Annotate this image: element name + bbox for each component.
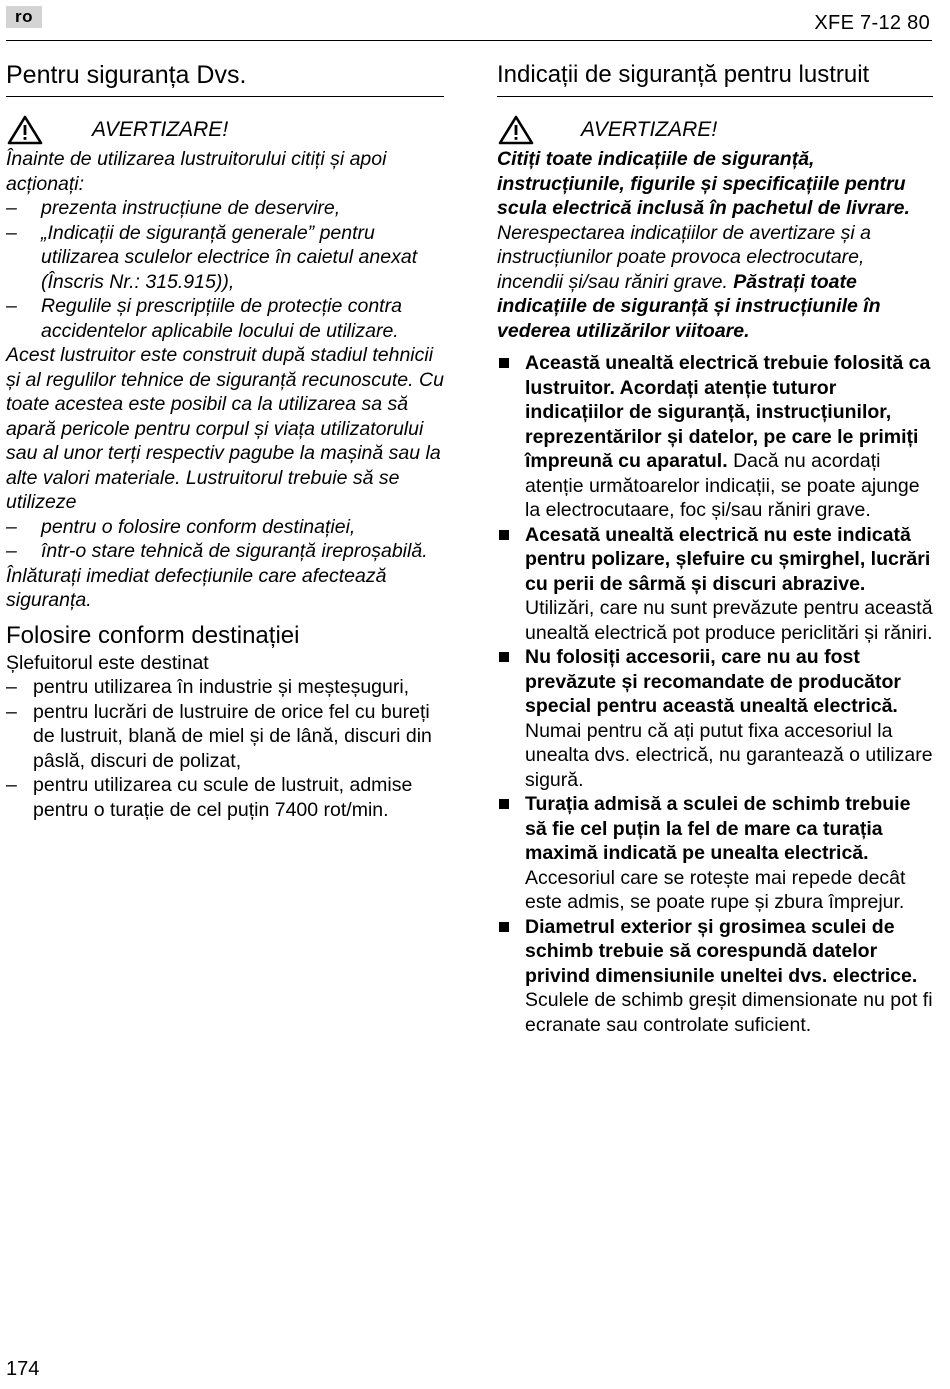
bullet-text: Dacă nu acordați atenție următoarelor indicații, se poate ajunge la electrocutaare, foc și/sau răniri grave. — [525, 450, 920, 521]
right-column — [497, 60, 933, 1037]
bullet-text: Accesoriul care se rotește mai repede decât este admis, se poate rupe și zbura împrejur. — [525, 866, 906, 913]
list-item: – prezenta instrucțiune de deservire, — [6, 196, 444, 221]
warning-row — [6, 113, 444, 147]
paragraph: Înlăturați imediat defecțiunile care afectează siguranța. — [6, 564, 387, 611]
bullet-item — [497, 915, 933, 1038]
intended-use-list — [6, 675, 444, 822]
warning-label: AVERTIZARE! — [92, 118, 229, 141]
list-item: – pentru o folosire conform destinației, — [6, 515, 444, 540]
section-title-intended-use: Folosire conform destinației — [6, 621, 300, 649]
square-bullet-icon — [499, 922, 509, 932]
list-item: – pentru utilizarea cu scule de lustruit, admise pentru o turație de cel puțin 7400 rot/min. — [6, 773, 444, 822]
warning-row — [497, 113, 933, 147]
bullet-item — [497, 523, 933, 646]
bullet-item — [497, 351, 933, 523]
left-column — [6, 60, 444, 822]
title-rule — [497, 96, 933, 97]
intro-bold: Citiți toate indicațiile de siguranță, instrucțiunile, figurile și specificațiile pentru scula electrică inclusă în pachetul de livrare. — [497, 148, 910, 219]
header-rule — [6, 40, 932, 41]
bullet-item — [497, 792, 933, 915]
warning-intro — [497, 147, 933, 343]
section-title-polishing-safety: Indicații de siguranță pentru lustruit — [497, 61, 870, 88]
bullet-bold: Nu folosiți accesorii, care nu au fost prevăzute și recomandate de producător special pentru această unealtă electrică. — [525, 646, 902, 717]
bullet-bold: Diametrul exterior și grosimea sculei de schimb trebuie să corespundă datelor privind dimensiunile uneltei dvs. electrice. — [525, 915, 918, 987]
read-list — [6, 196, 444, 343]
square-bullet-icon — [499, 799, 509, 809]
bullet-text: Numai pentru că ați putut fixa accesoriul la unealta dvs. electrică, nu garantează o utilizare sigură. — [525, 719, 933, 791]
paragraph: Acest lustruitor este construit după stadiul tehnicii și al regulilor tehnice de siguranță recunoscute. Cu toate acestea este posibil ca la utilizarea sa să apară pericole pentru corpul și viața utilizatorului sau al unor terți respectiv pagube la mașină sau la alte valori materiale. Lustruitorul trebuie să se utilizeze — [6, 344, 444, 513]
square-bullet-icon — [499, 530, 509, 540]
list-item: – pentru lucrări de lustruire de orice fel cu bureți de lustruit, blană de miel și de lână, discuri din pâslă, discuri de polizat, — [6, 700, 444, 774]
model-number: XFE 7-12 80 — [814, 12, 930, 34]
bullet-text: Sculele de schimb greșit dimensionate nu pot fi ecranate sau controlate suficient. — [525, 989, 933, 1036]
language-tag: ro — [6, 6, 42, 28]
list-item: – „Indicații de siguranță generale” pentru utilizarea sculelor electrice în caietul anexat (Înscris Nr.: 315.915)), — [6, 221, 444, 295]
bullet-item — [497, 645, 933, 792]
section-title-safety: Pentru siguranța Dvs. — [6, 61, 247, 89]
warning-triangle-icon — [6, 114, 44, 146]
list-item: – pentru utilizarea în industrie și meșteșuguri, — [6, 675, 444, 700]
warning-triangle-icon — [497, 114, 535, 146]
bullet-bold: Turația admisă a sculei de schimb trebuie să fie cel puțin la fel de mare ca turația maximă indicată pe unealta electrică. — [525, 793, 911, 864]
intended-use-intro: Șlefuitorul este destinat — [6, 651, 209, 674]
safety-bullet-list — [497, 351, 933, 1037]
intro-bold-end: Păstrați toate indicațiile de siguranță și instrucțiunile în vederea utilizărilor viitoare. — [497, 270, 881, 342]
use-conditions-list — [6, 515, 444, 564]
list-item: – Regulile și prescripțiile de protecție contra accidentelor aplicabile locului de utilizare. — [6, 294, 444, 343]
page-number: 174 — [6, 1358, 40, 1380]
square-bullet-icon — [499, 652, 509, 662]
intro-text: Nerespectarea indicațiilor de avertizare și a instrucțiunilor poate provoca electrocutare, incendii și/sau răniri grave. — [497, 221, 871, 293]
intro-text: Înainte de utilizarea lustruitorului citiți și apoi acționați: — [6, 148, 387, 195]
warning-label: AVERTIZARE! — [581, 118, 718, 141]
square-bullet-icon — [499, 358, 509, 368]
bullet-bold: Această unealtă electrică trebuie folosită ca lustruitor. Acordați atenție tuturor indicațiilor de siguranță, instrucțiunilor, reprezentărilor și datelor, pe care le primiți împreună cu aparatul. — [525, 352, 931, 472]
bullet-text: Utilizări, care nu sunt prevăzute pentru această unealtă electrică pot produce periclitări și răniri. — [525, 597, 933, 644]
title-rule — [6, 96, 444, 97]
list-item: – într-o stare tehnică de siguranță ireproșabilă. — [6, 539, 444, 564]
bullet-bold: Acesată unealtă electrică nu este indicată pentru polizare, șlefuire cu șmirghel, lucrări cu perii de sârmă și discuri abrazive. — [525, 523, 931, 595]
